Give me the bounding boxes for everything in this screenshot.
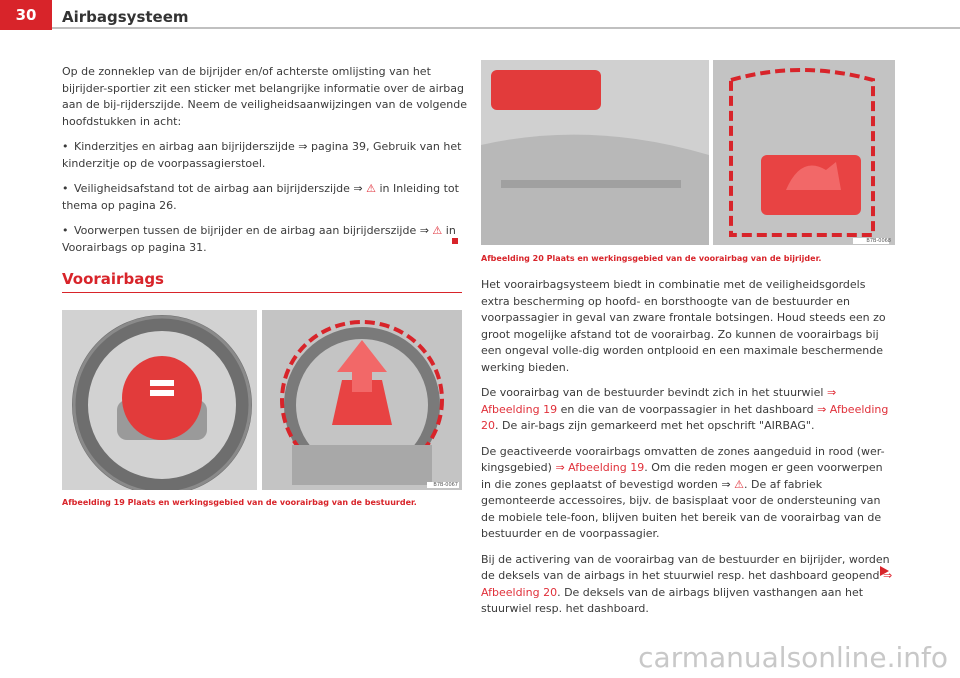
figure-code: B7B-0067 bbox=[433, 482, 458, 488]
bullet-item bbox=[62, 223, 470, 256]
figure-link[interactable]: ⇒ Afbeelding 19 bbox=[555, 461, 645, 474]
bullet-text: in Voorairbags op pagina 31. bbox=[62, 224, 456, 254]
figure-20-caption: Afbeelding 20 Plaats en werkingsgebied van de voorairbag van de bijrijder. bbox=[481, 254, 822, 263]
left-column bbox=[62, 64, 470, 265]
figure-link[interactable]: ⇒ Afbeelding 19 bbox=[481, 386, 837, 416]
watermark: carmanualsonline.info bbox=[638, 641, 948, 674]
bullet-text: Kinderzitjes en airbag aan bijrijderszijde ⇒ pagina 39, Gebruik van het kinderzitje op de voorpassagierstoel. bbox=[62, 140, 462, 170]
warning-icon[interactable]: ⚠ bbox=[366, 182, 376, 195]
text-span: . De air-bags zijn gemarkeerd met het opschrift "AIRBAG". bbox=[495, 419, 815, 432]
warning-icon[interactable]: ⚠ bbox=[432, 224, 443, 237]
bullet-text: in Inleiding tot thema op pagina 26. bbox=[62, 182, 459, 212]
bullet-item bbox=[62, 139, 470, 172]
bullet-dot: • bbox=[62, 182, 69, 195]
bullet-text: Voorwerpen tussen de bijrijder en de airbag aan bijrijderszijde ⇒ bbox=[74, 224, 433, 237]
figure-link[interactable]: ⇒ Afbeelding 20 bbox=[481, 402, 889, 432]
section-title: Airbagsysteem bbox=[62, 8, 189, 26]
bullet-text: Veiligheidsafstand tot de airbag aan bijrijderszijde ⇒ bbox=[74, 182, 367, 195]
header-rule bbox=[52, 27, 960, 29]
figure-code: B7B-0068 bbox=[866, 238, 891, 244]
figure-20-dashboard bbox=[481, 60, 895, 245]
body-paragraph: Het voorairbagsysteem biedt in combinatie met de veiligheidsgordels extra bescherming op hoofd- en borsthoogte van de bestuurder en voorpassagier in geval van zware frontale botsingen. Houd steeds een zo groot mogelijke afstand tot de voorairbag. Zo kunnen de voorairbags bij een ongeval volle-dig worden ontplooid en een maximale beschermende werking bieden. bbox=[481, 278, 886, 374]
figure-link[interactable]: ⇒ Afbeelding 20 bbox=[481, 569, 893, 599]
section-heading: Voorairbags bbox=[62, 270, 164, 288]
figure-19-steering-wheel bbox=[62, 310, 462, 490]
text-span: . Om die reden mogen er geen voorwerpen in die zones geplaatst of bevestigd worden ⇒ bbox=[481, 461, 883, 491]
steering-wheel-illustration bbox=[62, 310, 462, 490]
intro-paragraph: Op de zonneklep van de bijrijder en/of achterste omlijsting van het bijrijder-sportier zit een sticker met belangrijke informatie over de airbag aan de bij-rijderszijde. Neem de veiligheidsaanwijzingen van de volgende hoofdstukken in acht: bbox=[62, 65, 468, 128]
dashboard-illustration bbox=[481, 60, 895, 245]
section-end-marker bbox=[452, 238, 458, 244]
warning-icon[interactable]: ⚠ bbox=[734, 477, 744, 491]
figure-19-caption: Afbeelding 19 Plaats en werkingsgebied van de voorairbag van de bestuurder. bbox=[62, 498, 417, 507]
text-span: . De af fabriek gemonteerde accessoires, bijv. de basisplaat voor de ondersteuning van de mobiele tele-foon, blijven buiten het bereik van de voorairbag van de bestuurder en de voorpassagier. bbox=[481, 477, 882, 540]
text-span: . De deksels van de airbags blijven vasthangen aan het stuurwiel resp. het dashboard. bbox=[481, 585, 864, 615]
bullet-dot: • bbox=[62, 224, 69, 237]
text-span: Bij de activering van de voorairbag van de bestuurder en bijrijder, worden de deksels van de airbags in het stuurwiel resp. het dashboard geopend bbox=[481, 552, 890, 582]
body-paragraph bbox=[481, 552, 893, 618]
bullet-dot: • bbox=[62, 140, 69, 153]
body-paragraph bbox=[481, 385, 893, 435]
body-paragraph bbox=[481, 444, 893, 543]
text-span: De voorairbag van de bestuurder bevindt zich in het stuurwiel bbox=[481, 386, 827, 399]
page-number: 30 bbox=[0, 0, 52, 30]
heading-rule bbox=[62, 292, 462, 293]
text-span: en die van de voorpassagier in het dashboard bbox=[557, 402, 818, 416]
text-span: De geactiveerde voorairbags omvatten de zones aangeduid in rood (wer-kingsgebied) bbox=[481, 444, 885, 474]
continue-arrow-icon[interactable] bbox=[880, 566, 889, 576]
bullet-item bbox=[62, 181, 470, 214]
right-column bbox=[481, 277, 893, 627]
